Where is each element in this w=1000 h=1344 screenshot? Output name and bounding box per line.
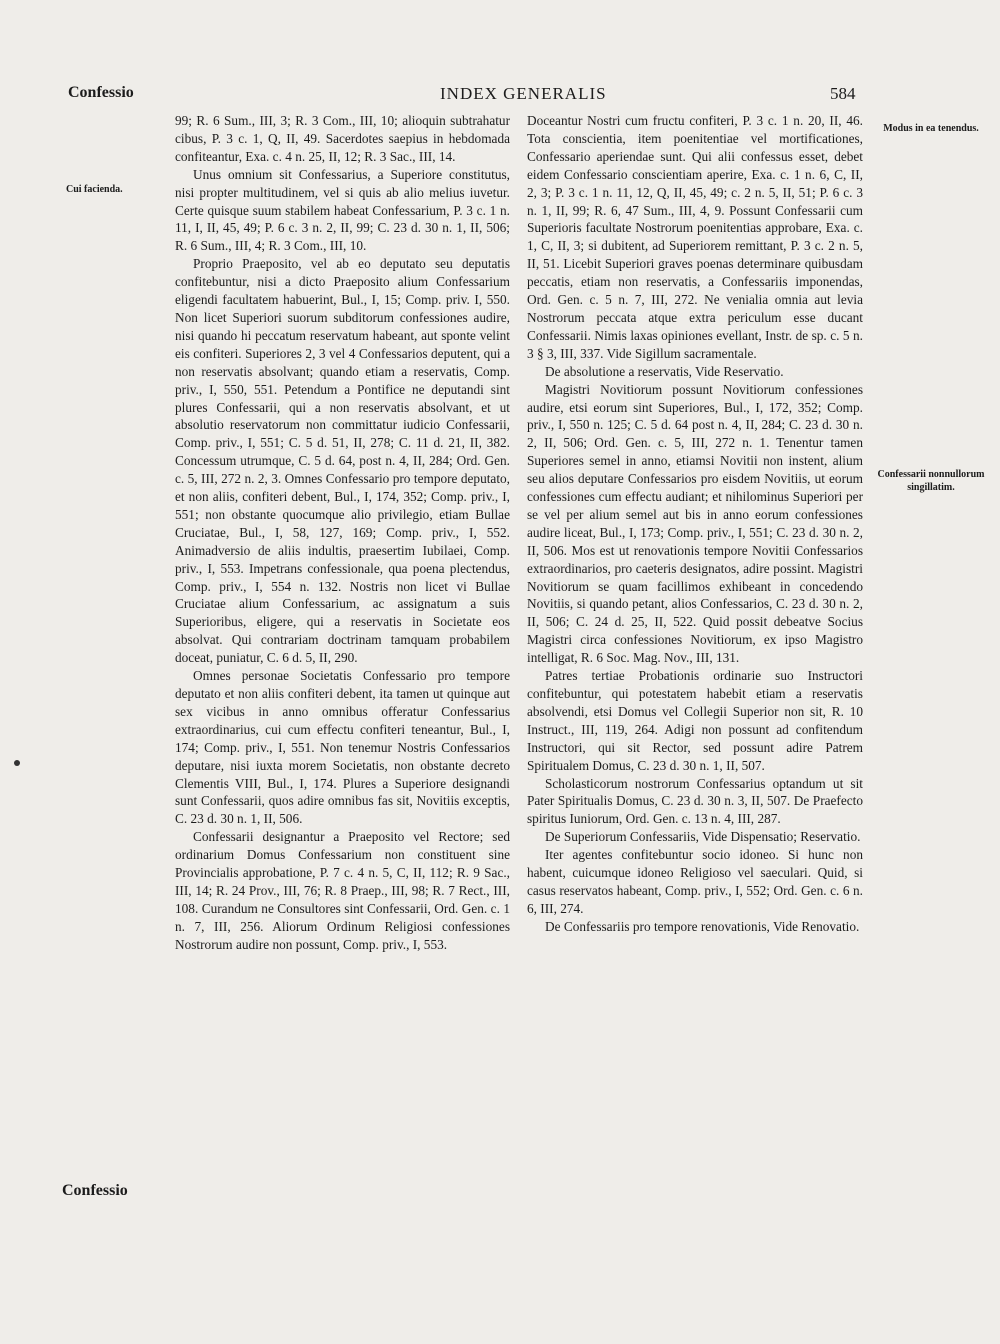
margin-note-cui-facienda: Cui facienda. [66, 184, 123, 195]
paragraph: Iter agentes confitebuntur socio idoneo. Si hunc non habent, cuicumque idoneo Religioso vel saeculari. Quid, si casus reservatos habeant, Comp. priv., I, 552; Ord. Gen. c. 6 n. 6, III, 274. [527, 847, 863, 916]
paragraph: De Confessariis pro tempore renovationis, Vide Renovatio. [545, 918, 860, 934]
paragraph: Patres tertiae Probationis ordinarie suo Instructori confitebuntur, qui potestatem habebit etiam a reservatis absolvendi, etsi Domus vel Collegii Superior non sit, R. 10 Instruct., III, 119, 264. Adigi non possunt ad confitendum Instructori, qui sit Rector, sed possunt adire Patrem Spiritualem Domus, C. 23 d. 30 n. 1, II, 507. [527, 668, 863, 773]
paragraph: Proprio Praeposito, vel ab eo deputato seu deputatis confitebuntur, nisi a dicto Praeposito alium Confessarium eligendi facultatem habuerint, Bul., I, 15; Comp. priv. I, 550. Non licet Superiori suorum subditorum confessiones audire, nisi quando hi peccatum reservatum habeant, aut sponte velint eis confiteri. Superiores 2, 3 vel 4 Confessarios deputent, qui a non reservatis absolvant; quando etiam a reservatis, Comp. priv., I, 550, 551. Petendum a Pontifice ne deputandi sint plures Confessarii, qui a non reservatis absolvant, et ut absolutio reservatorum non committatur iudicio Confessarii, Comp. priv., I, 551; C. 5 d. 51, II, 278; C. 11 d. 21, II, 382. Concessum utrumque, C. 5 d. 64, post n. 4, II, 284; Ord. Gen. c. 5, III, 272 n. 2, 3. Omnes Confessario pro tempore deputato, et non aliis, confiteri debent, Bul., I, 174, 352; Comp. priv., I, 551; non obstante quocumque alio privilegio, etiam Bullae Cruciatae, Bul., I, 58, 127, 169; Comp. priv., I, 552. Animadversio de aliis indultis, praesertim Iubilaei, Comp. priv., I, 553. Impetrans confessionale, qua poena plectendus, Comp. priv., I, 554 n. 132. Nostris non licet vi Bullae Cruciatae alium Confessarium, ac assignatum a suis Superioribus, eligere, qui a reservatis in Societate eos absolvat. Qui contrariam doctrinam tamquam probabilem doceat, puniatur, C. 6 d. 5, II, 290. [175, 256, 510, 666]
paragraph: Omnes personae Societatis Confessario pro tempore deputato et non aliis confiteri debent, ita tamen ut quinque aut sex vicibus in anno omnibus offeratur Confessarius extraordinarius, cui cum effectu confiteri teneantur, Bul., I, 174; Comp. priv., I, 551. Non tenemur Nostris Confessarios deputare, nisi iuxta morem Societatis, non obstante decreto Clementis VIII, Bul., I, 174. Plures a Superiore designandi sunt Confessarii, quos adire omnibus fas sit, Novitiis exceptis, C. 23 d. 30 n. 1, II, 506. [175, 668, 510, 827]
paragraph: Magistri Novitiorum possunt Novitiorum confessiones audire, etsi eorum sint Superiores, Bul., I, 172, 352; Comp. priv., I, 550 n. 125; C. 5 d. 64 post n. 4, II, 284; C. 23 d. 30 n. 2, II, 506; Ord. Gen. c. 5, III, 272 n. 1. Tenentur tamen Superiores semel in anno, etiamsi Novitii non instent, alium seu alios deputare Confessarios pro eisdem Novitiis, ut eorum confessiones cum effectu audiant; et nihilominus Superiori per se vel per alium semel aut bis in anno eorum confessiones audire liceat, Bul., I, 173; Comp. priv., I, 551; C. 23 d. 30 n. 2, II, 506. Mos est ut renovationis tempore Novitii Confessarios extraordinarios, pro caeteris designatos, adire possint. Magistri Novitiorum se quam facillimos exhibeant in concedendo Novitiis, si quando petant, alios Confessarios, C. 23 d. 30 n. 2, II, 506; C. 24 d. 25, II, 522. Quid possit debeatve Socius Magistri circa confessiones Novitiorum, ex ipso Magistro intelligat, R. 6 Soc. Mag. Nov., III, 131. [527, 381, 863, 666]
margin-note-nonnullorum: Confessarii nonnullorum singillatim. [877, 469, 985, 493]
page-number: 584 [830, 84, 856, 103]
paragraph: 99; R. 6 Sum., III, 3; R. 3 Com., III, 10; alioquin subtrahatur cibus, P. 3 c. 1, Q, II, 49. Sacerdotes saepius in hebdomada confiteantur, Exa. c. 4 n. 25, II, 12; R. 3 Sac., III, 14. [175, 113, 510, 164]
paragraph: De absolutione a reservatis, Vide Reservatio. [545, 363, 784, 379]
paragraph: Scholasticorum nostrorum Confessarius optandum ut sit Pater Spiritualis Domus, C. 23 d. 30 n. 3, II, 507. De Praefecto spiritus Iuniorum, Ord. Gen. c. 13 n. 4, III, 287. [527, 775, 863, 827]
running-head: Confessio [68, 84, 134, 101]
running-foot: Confessio [62, 1182, 128, 1199]
margin-note-modus: Modus in ea tenendus. [883, 123, 979, 134]
left-column [175, 112, 510, 954]
right-column [527, 112, 863, 936]
paragraph: De Superiorum Confessariis, Vide Dispensatio; Reservatio. [545, 829, 861, 845]
paragraph: Doceantur Nostri cum fructu confiteri, P. 3 c. 1 n. 20, II, 46. Tota conscientia, item poenitentiae vel mortificationes, Confessario aperiendae sunt. Qui alii confessus esset, debet eidem Confessario conscientiam aperire, Exa. c. 1 n. 6, C, II, 2, 3; P. 3 c. 1 n. 11, 12, Q, II, 45, 49; c. 2 n. 5, II, 51; P. 6 c. 3 n. 1, II, 99; R. 6, 47 Sum., III, 4, 9. Possunt Confessarii cum Superioris facultate Nostrorum poenitentias approbare, Exa. c. 1, C, II, 3; si dubitent, ad Superiorem remittant, P. 3 c. 2 n. 5, II, 51. Licebit Superiori graves poenas determinare quibusdam peccatis, etiam non reservatis, a Confessariis imponendas, Ord. Gen. c. 5 n. 7, III, 272. Ne venialia omnia aut levia Nostrorum peccata atque extra periculum esse ducant Confessarii. Nimis laxas opiniones evellant, Instr. de sp. c. 5 n. 3 § 3, III, 337. Vide Sigillum sacramentale. [527, 113, 863, 361]
paragraph: Confessarii designantur a Praeposito vel Rectore; sed ordinarium Domus Confessarium non constituent sine Provincialis approbatione, P. 7 c. 4 n. 5, C, II, 112; R. 9 Sac., III, 14; R. 24 Prov., III, 76; R. 8 Praep., III, 98; R. 7 Rect., III, 108. Curandum ne Consultores sint Confessarii, Ord. Gen. c. 1 n. 7, III, 256. Aliorum Ordinum Religiosi confessiones Nostrorum audire non possunt, Comp. priv., I, 553. [175, 829, 510, 952]
paragraph: Unus omnium sit Confessarius, a Superiore constitutus, nisi propter multitudinem, vel si quis ab alio melius iuvetur. Certe quisque suum stabilem habeat Confessarium, P. 3 c. 1 n. 11, I, II, 45, 49; P. 6 c. 3 n. 2, II, 99; C. 23 d. 30 n. 1, II, 506; R. 6 Sum., III, 4; R. 3 Com., III, 10. [175, 166, 510, 254]
page-title: INDEX GENERALIS [440, 84, 607, 103]
margin-dot [14, 760, 20, 766]
